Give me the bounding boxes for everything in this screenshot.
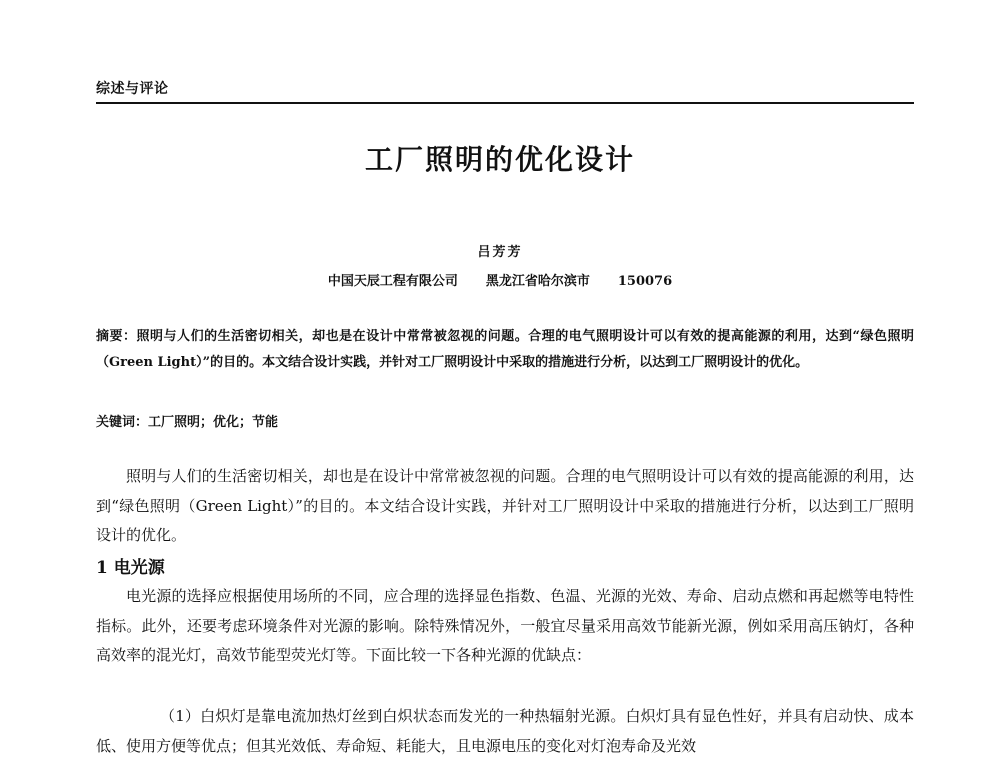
header-rule xyxy=(96,102,914,104)
affiliation-location: 黑龙江省哈尔滨市 xyxy=(485,274,590,289)
abstract xyxy=(96,324,914,376)
affiliation-organization: 中国天辰工程有限公司 xyxy=(327,274,458,289)
keywords-label: 关键词： xyxy=(96,415,149,430)
list-item-block xyxy=(96,702,914,761)
author-name: 吕芳芳 xyxy=(477,245,523,260)
affiliation-postcode: 150076 xyxy=(617,274,673,289)
running-head: 综述与评论 xyxy=(96,81,169,97)
section-heading: 1 电光源 xyxy=(96,558,165,578)
section-paragraph: 电光源的选择应根据使用场所的不同，应合理的选择显色指数、色温、光源的光效、寿命、启动点燃和再起燃等电特性指标。此外，还要考虑环境条件对光源的影响。除特殊情况外，一般宜尽量采用高效节能新光源，例如采用高压钠灯，各种高效率的混光灯，高效节能型荧光灯等。下面比较一下各种光源的优缺点： xyxy=(96,587,914,664)
list-item xyxy=(96,702,914,761)
intro-paragraph: 照明与人们的生活密切相关，却也是在设计中常常被忽视的问题。合理的电气照明设计可以有效的提高能源的利用，达到“绿色照明（Green Light）”的目的。本文结合设计实践，并针对工厂照明设计中采取的措施进行分析，以达到工厂照明设计的优化。 xyxy=(96,467,914,544)
list-item-text: （1）白炽灯是靠电流加热灯丝到白炽状态而发光的一种热辐射光源。白炽灯具有显色性好，并具有启动快、成本低、使用方便等优点；但其光效低、寿命短、耗能大，且电源电压的变化对灯泡寿命及光效 xyxy=(96,707,914,755)
intro-paragraph-block xyxy=(96,462,914,551)
section-paragraph-block xyxy=(96,582,914,671)
keywords-text: 工厂照明；优化；节能 xyxy=(148,415,279,430)
article-title: 工厂照明的优化设计 xyxy=(364,143,635,176)
abstract-text: 照明与人们的生活密切相关，却也是在设计中常常被忽视的问题。合理的电气照明设计可以有效的提高能源的利用，达到“绿色照明（Green Light）”的目的。本文结合设计实践，并针对工厂照明设计中采取的措施进行分析，以达到工厂照明设计的优化。 xyxy=(96,329,914,370)
abstract-label: 摘要： xyxy=(96,329,137,344)
author-affiliation xyxy=(0,270,1000,289)
keywords xyxy=(96,410,914,436)
